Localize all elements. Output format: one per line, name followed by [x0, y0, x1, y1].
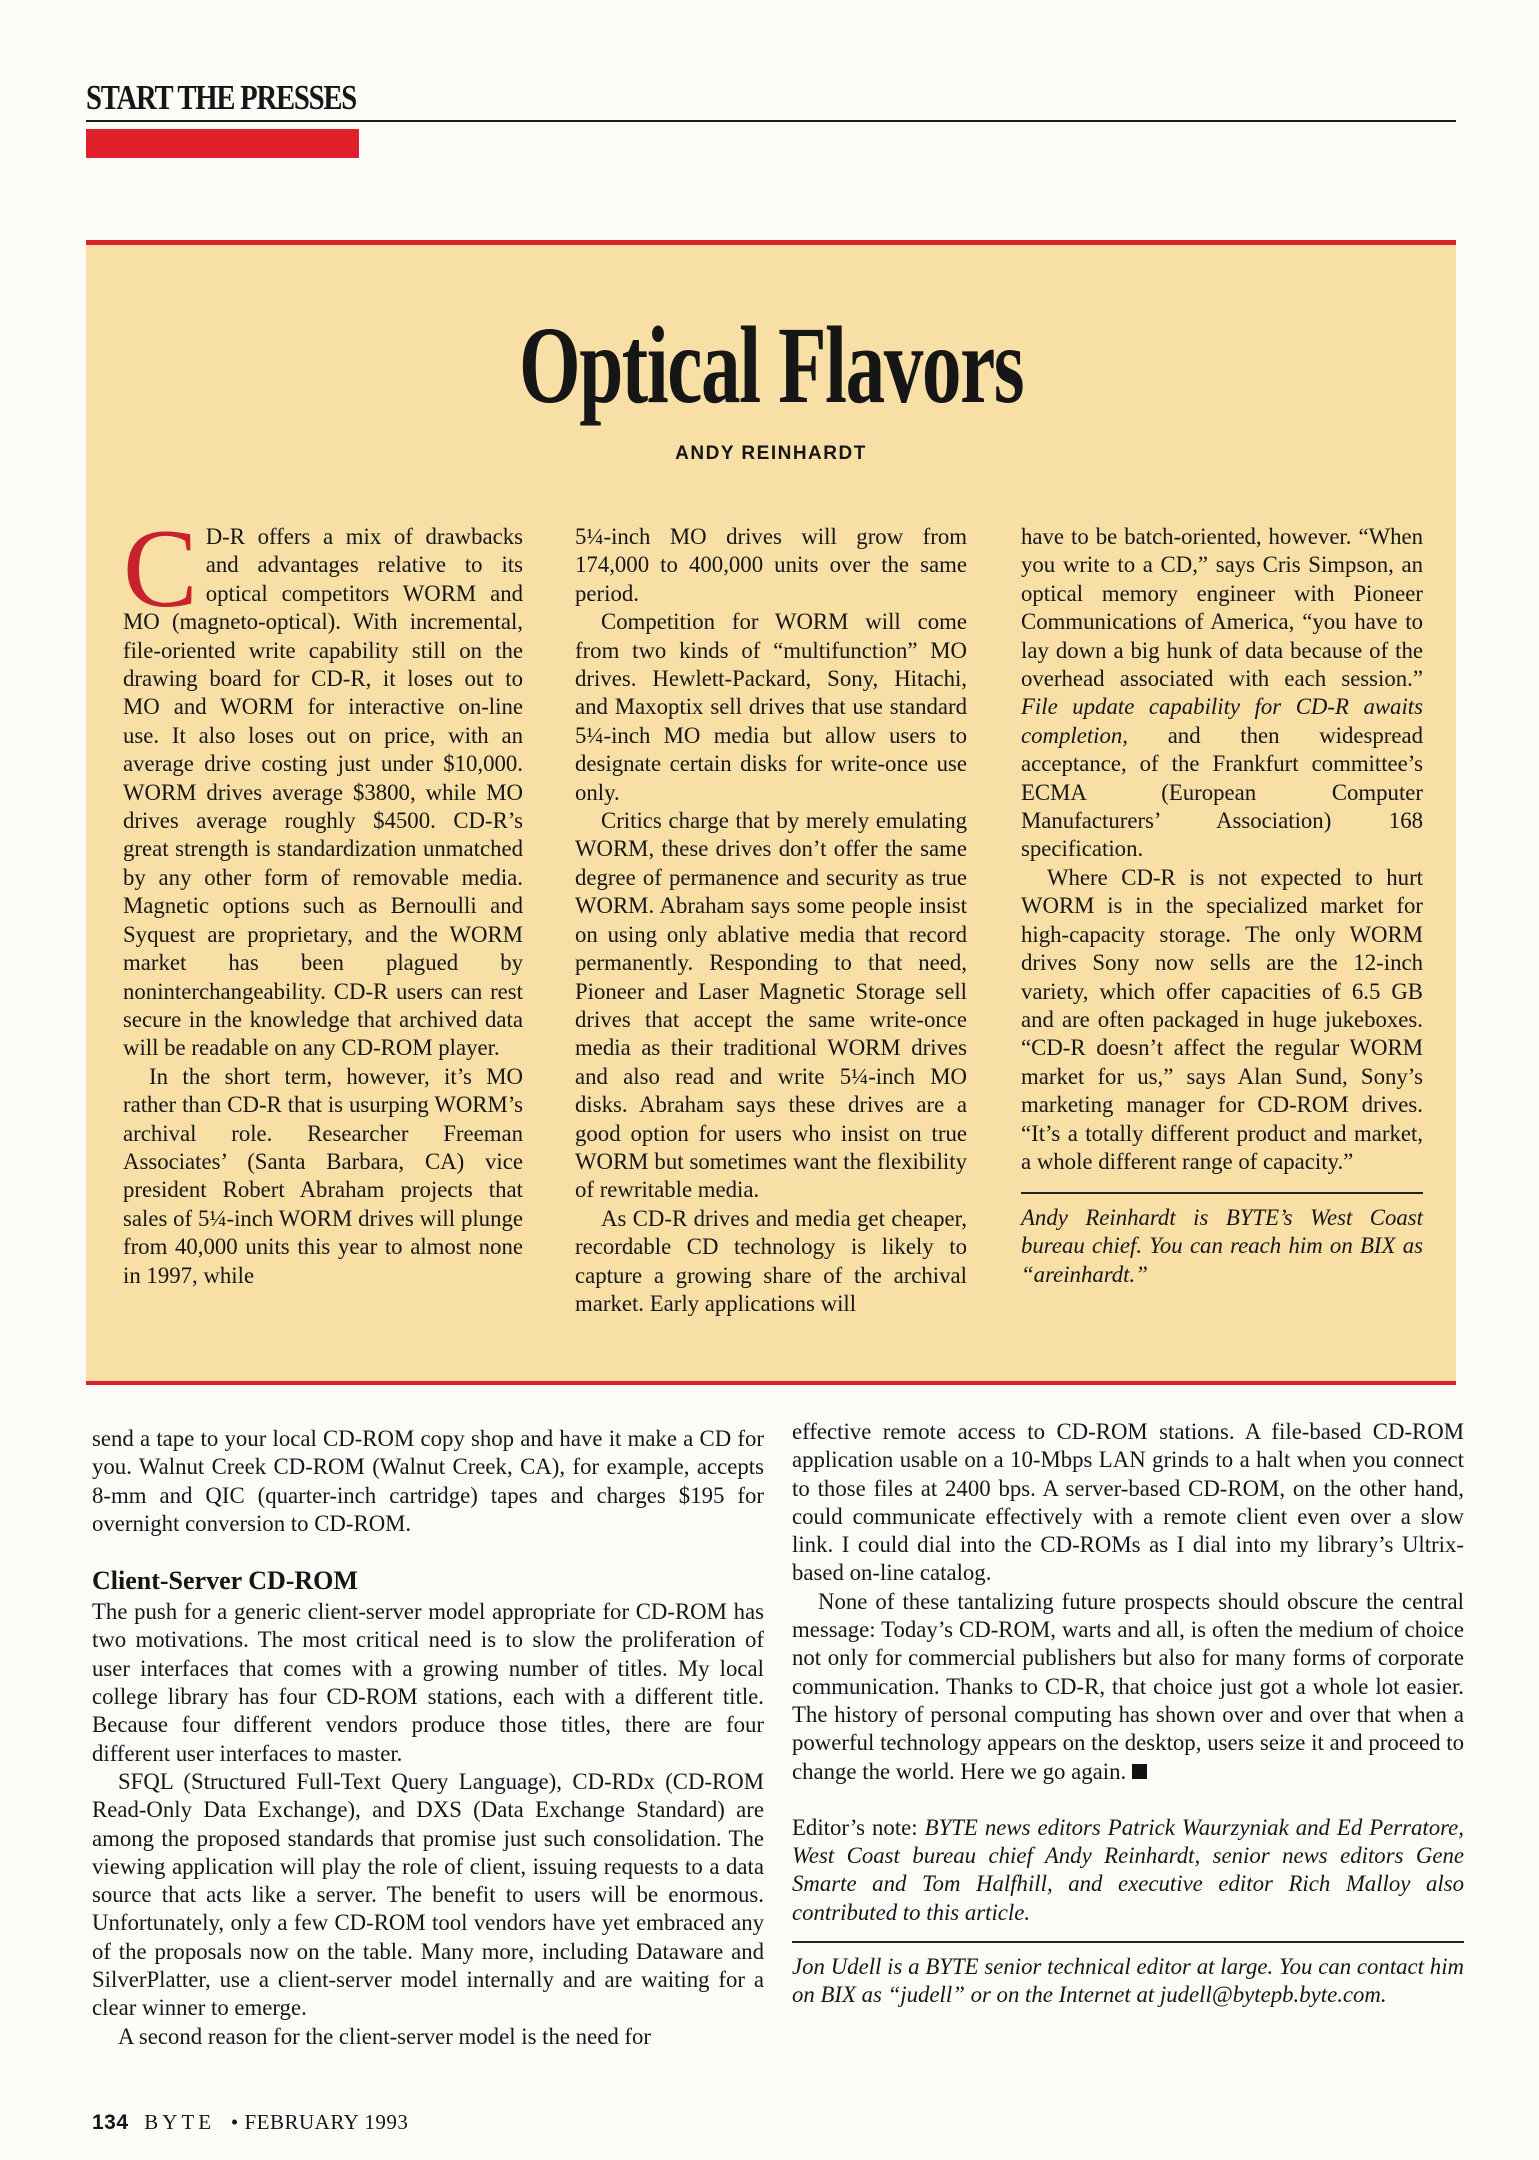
- sidebar-author: ANDY REINHARDT: [675, 443, 867, 464]
- bio-divider: [1021, 1192, 1423, 1194]
- sidebar-author-bio: Andy Reinhardt is BYTE’s West Coast bureau chief. You can reach him on BIX as “areinhardt.”: [1021, 1204, 1423, 1287]
- sidebar-paragraph: 5¼-inch MO drives will grow from 174,000 to 400,000 units over the same period.: [575, 524, 967, 606]
- body-paragraph: SFQL (Structured Full-Text Query Language), CD-RDx (CD-ROM Read-Only Data Exchange), and DXS (Data Exchange Standard) are among the proposed standards that promise just such consolidation. The viewing application will play the role of client, issuing requests to a data source that acts like a server. The benefit to users will be enormous. Unfortunately, only a few CD-ROM tool vendors have yet embraced any of the proposals now on the table. Many more, including Dataware and SilverPlatter, use a client-server model internally and are waiting for a clear winner to emerge.: [92, 1768, 764, 2021]
- sidebar-paragraph: Where CD-R is not expected to hurt WORM is in the specialized market for high-capacity storage. The only WORM drives Sony now sells are the 12-inch variety, which offer capacities of 6.5 GB and are often packaged in huge jukeboxes. “CD-R doesn’t affect the regular WORM market for us,” says Alan Sund, Sony’s marketing manager for CD-ROM drives. “It’s a totally different product and market, a whole different range of capacity.”: [1021, 864, 1423, 1174]
- body-paragraph: The push for a generic client-server model appropriate for CD-ROM has two motivations. The most critical need is to slow the proliferation of user interfaces that comes with a growing number of titles. My local college library has four CD-ROM stations, each with a different title. Because four different vendors produce those titles, there are four different user interfaces to master.: [92, 1599, 764, 1766]
- body-paragraph: effective remote access to CD-ROM stations. A file-based CD-ROM application usable on a 10-Mbps LAN grinds to a halt when you connect to those files at 2400 bps. A server-based CD-ROM, on the other hand, could communicate effectively with a remote client even over a slow link. I could dial into the CD-ROMs as I dial into my library’s Ultrix-based on-line catalog.: [792, 1419, 1464, 1586]
- body-column-right: [792, 1418, 1464, 2009]
- issue-date: FEBRUARY 1993: [244, 2110, 409, 2134]
- sidebar-paragraph: In the short term, however, it’s MO rather than CD-R that is usurping WORM’s archival role. Researcher Freeman Associates’ (Santa Barbara, CA) vice president Robert Abraham projects that sales of 5¼-inch WORM drives will plunge from 40,000 units this year to almost none in 1997, while: [123, 1063, 523, 1288]
- sidebar-column-1: [123, 507, 523, 1290]
- header-accent-bar: [86, 129, 359, 158]
- note-divider: [792, 1941, 1464, 1943]
- sidebar-title: Optical Flavors: [518, 304, 1024, 426]
- body-paragraph: A second reason for the client-server model is the need for: [118, 2023, 651, 2049]
- sidebar-column-3: [1021, 523, 1423, 1289]
- section-subhead: Client-Server CD-ROM: [92, 1566, 358, 1596]
- page-number: 134: [92, 2111, 129, 2134]
- section-label: START THE PRESSES: [86, 78, 357, 117]
- sidebar-paragraph: As CD-R drives and media get cheaper, recordable CD technology is likely to capture a growing share of the archival market. Early applications will: [575, 1205, 967, 1316]
- sidebar-paragraph: Competition for WORM will come from two kinds of “multifunction” MO drives. Hewlett-Packard, Sony, Hitachi, and Maxoptix sell drives that use standard 5¼-inch MO media but allow users to designate certain disks for write-once use only.: [575, 609, 967, 805]
- sidebar-paragraph: C D-R offers a mix of drawbacks and advantages relative to its optical competitors WORM and MO (magneto-optical). With incremental, file-oriented write capability still on the drawing board for CD-R, it loses out to MO and WORM for interactive on-line use. It also loses out on price, with an average drive costing just under $10,000. WORM drives average $3800, while MO drives average roughly $4500. CD-R’s great strength is standardization unmatched by any other form of removable media. Magnetic options such as Bernoulli and Syquest are proprietary, and the WORM market has been plagued by noninterchangeability. CD-R users can rest secure in the knowledge that archived data will be readable on any CD-ROM player.: [123, 507, 523, 1061]
- page-footer: [92, 2110, 408, 2135]
- sidebar-paragraph: have to be batch-oriented, however. “When you write to a CD,” says Cris Simpson, an optical memory engineer with Pioneer Communications of America, “you have to lay down a big hunk of data because of the overhead associated with each session.” File update capability for CD-R awaits completion, and then widespread acceptance, of the Frankfurt committee’s ECMA (European Computer Manufacturers’ Association) 168 specification.: [1021, 524, 1424, 862]
- body-paragraph: None of these tantalizing future prospects should obscure the central message: Today’s CD-ROM, warts and all, is often the medium of choice not only for commercial publishers but also for many forms of corporate communication. Thanks to CD-R, that choice just got a whole lot easier. The history of personal computing has shown over and over that when a powerful technology appears on the desktop, users seize it and proceed to change the world. Here we go again.: [792, 1588, 1464, 1784]
- author-bio: Jon Udell is a BYTE senior technical editor at large. You can contact him on BIX as “judell” or on the Internet at judell@bytepb.byte.com.: [792, 1953, 1464, 2007]
- body-paragraph: send a tape to your local CD-ROM copy shop and have it make a CD for you. Walnut Creek CD-ROM (Walnut Creek, CA), for example, accepts 8-mm and QIC (quarter-inch cartridge) tapes and charges $195 for overnight conversion to CD-ROM.: [92, 1426, 764, 1536]
- magazine-name: BYTE: [144, 2110, 216, 2134]
- sidebar-paragraph: Critics charge that by merely emulating WORM, these drives don’t offer the same degree of permanence and security as true WORM. Abraham says some people insist on using only ablative media that record permanently. Responding to that need, Pioneer and Laser Magnetic Storage sell drives that accept the same write-once media as their traditional WORM drives and also read and write 5¼-inch MO disks. Abraham says these drives are a good option for users who insist on true WORM but sometimes want the flexibility of rewritable media.: [575, 808, 967, 1203]
- header-rule: [86, 120, 1456, 122]
- drop-cap: C: [123, 507, 198, 631]
- footer-separator: •: [230, 2110, 239, 2134]
- editors-note: Editor’s note: BYTE news editors Patrick Waurzyniak and Ed Perratore, West Coast bureau chief Andy Reinhardt, senior news editors Gene Smarte and Tom Halfhill, and executive editor Rich Malloy also contributed to this article.: [792, 1814, 1464, 1925]
- sidebar-box: [86, 240, 1456, 1385]
- end-of-article-mark: [1132, 1764, 1147, 1779]
- sidebar-column-2: [575, 523, 967, 1318]
- body-column-left: [92, 1425, 764, 2051]
